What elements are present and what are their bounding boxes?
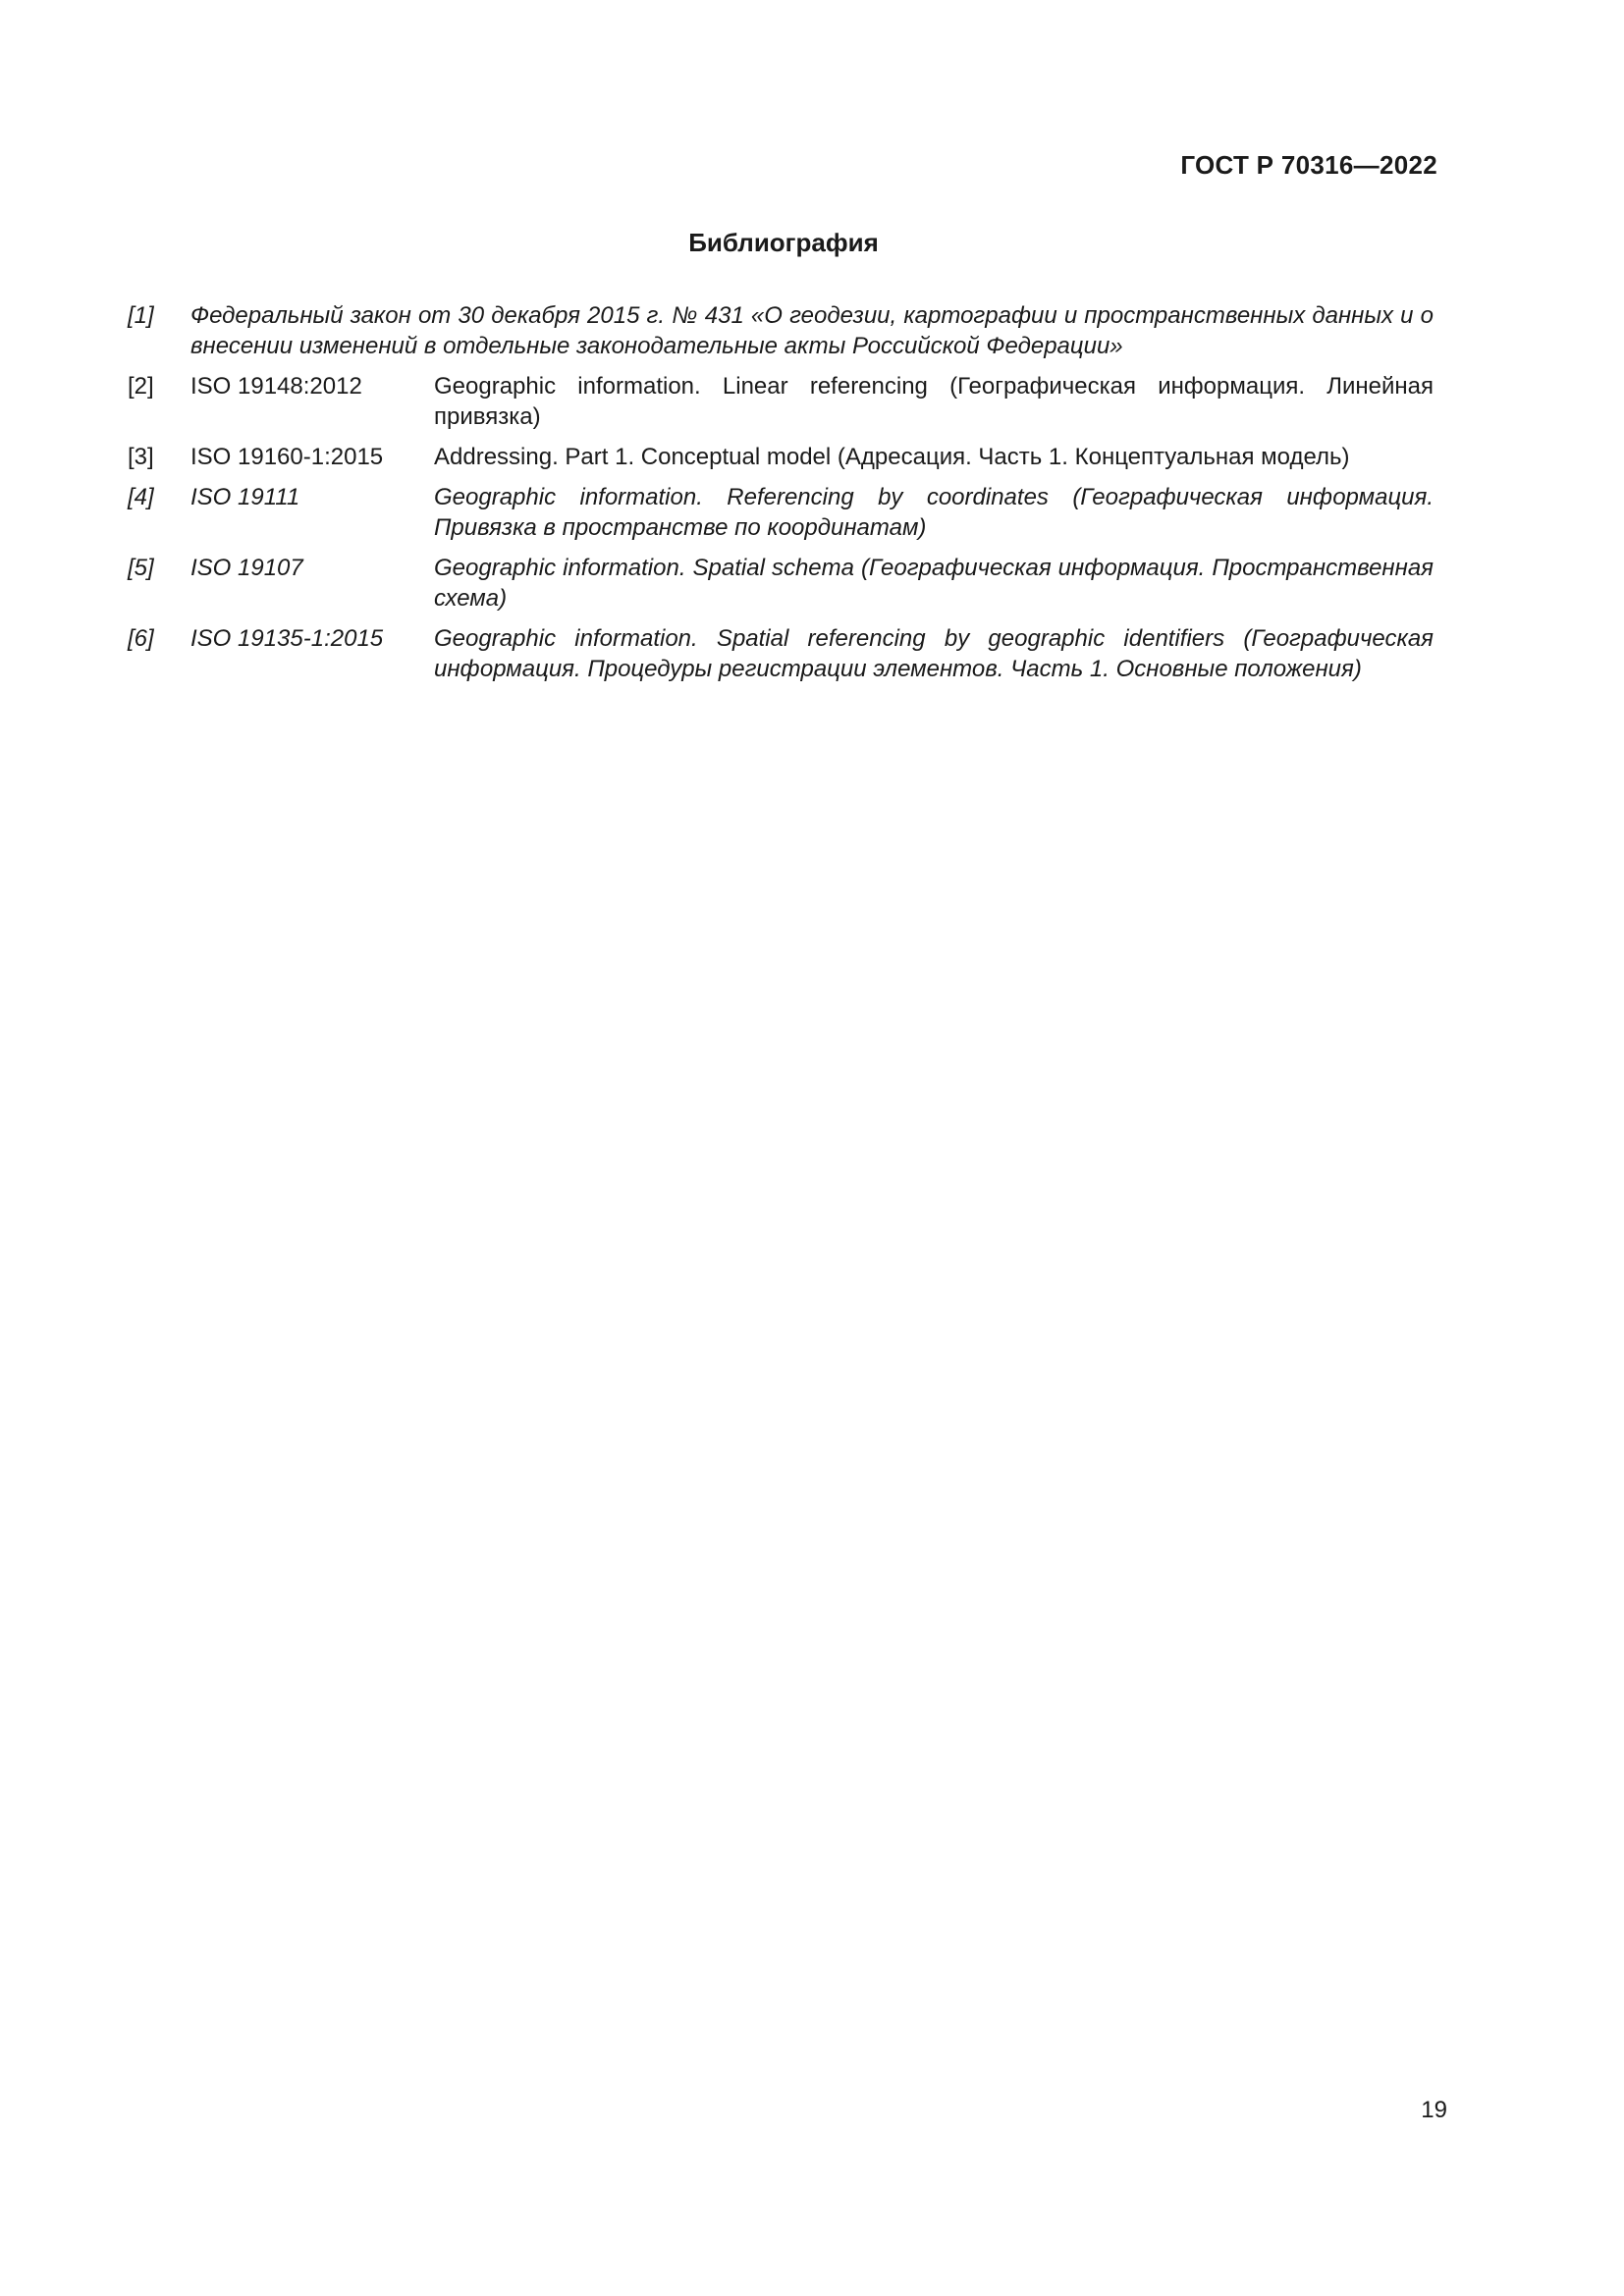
- entry-standard: ISO 19107: [190, 555, 303, 581]
- page-number: 19: [1421, 2097, 1447, 2123]
- document-code: ГОСТ Р 70316—2022: [1180, 150, 1437, 180]
- bibliography-entry: [128, 482, 1434, 543]
- bibliography-entry: [128, 623, 1434, 684]
- entry-number: [1]: [128, 302, 154, 329]
- bibliography-list: [128, 300, 1434, 694]
- section-title: Библиография: [688, 228, 879, 257]
- bibliography-entry: [128, 553, 1434, 614]
- entry-number: [5]: [128, 555, 154, 581]
- entry-number: [2]: [128, 373, 154, 400]
- entry-standard: ISO 19160-1:2015: [190, 444, 384, 470]
- entry-title: Geographic information. Spatial schema (Географическая информация. Пространственная схема): [434, 555, 1434, 612]
- entry-number: [3]: [128, 444, 154, 470]
- entry-number: [4]: [128, 484, 154, 510]
- entry-number: [6]: [128, 625, 154, 652]
- entry-title: Addressing. Part 1. Conceptual model (Адресация. Часть 1. Концептуальная модель): [434, 444, 1350, 470]
- entry-standard: ISO 19135-1:2015: [190, 625, 384, 652]
- bibliography-entry: [128, 300, 1434, 361]
- entry-standard: ISO 19111: [190, 484, 300, 510]
- entry-standard: ISO 19148:2012: [190, 373, 362, 400]
- entry-title: Geographic information. Referencing by coordinates (Географическая информация. Привязка в пространстве по координатам): [434, 484, 1434, 541]
- entry-title: Geographic information. Spatial referencing by geographic identifiers (Географическая информация. Процедуры регистрации элементов. Часть 1. Основные положения): [434, 625, 1434, 682]
- entry-text: Федеральный закон от 30 декабря 2015 г. № 431 «О геодезии, картографии и пространственных данных и о внесении изменений в отдельные законодательные акты Российской Федерации»: [190, 302, 1434, 359]
- entry-title: Geographic information. Linear referencing (Географическая информация. Линейная привязка): [434, 373, 1434, 430]
- bibliography-entry: [128, 442, 1434, 472]
- bibliography-entry: [128, 371, 1434, 432]
